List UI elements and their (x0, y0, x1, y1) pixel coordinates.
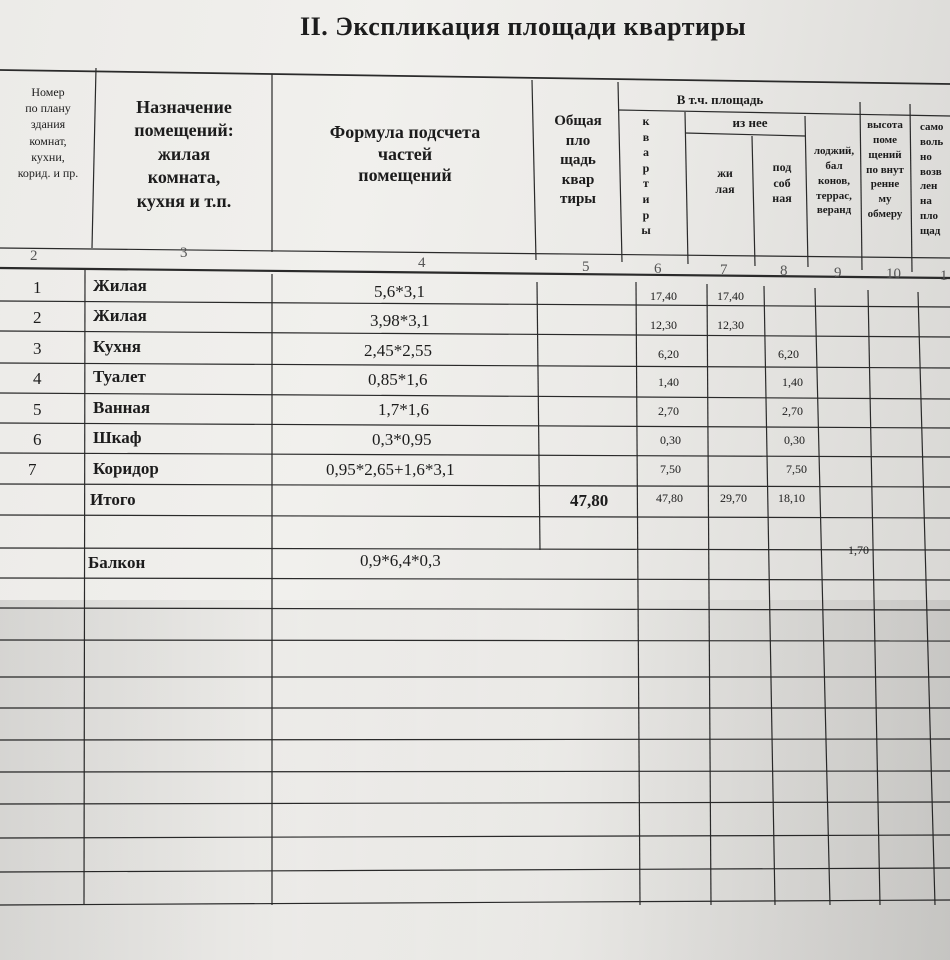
header-room-purpose: Назначение помещений: жилая комната, кухня и т.п. (134, 97, 234, 211)
col-number: 4 (418, 255, 426, 271)
room-name: Коридор (93, 459, 159, 478)
col-number: 3 (180, 245, 188, 261)
total-utility-value: 18,10 (778, 491, 805, 505)
room-formula: 3,98*3,1 (370, 311, 430, 330)
apartment-area-value: 12,30 (650, 318, 677, 332)
living-area-value: 17,40 (717, 289, 744, 303)
room-formula: 0,3*0,95 (372, 430, 432, 449)
apartment-area-value: 7,50 (660, 462, 681, 476)
total-area-value: 47,80 (570, 491, 609, 510)
total-label: Итого (90, 490, 136, 509)
room-name: Туалет (93, 367, 146, 386)
room-formula: 0,95*2,65+1,6*3,1 (326, 460, 455, 479)
apartment-area-value: 2,70 (658, 404, 679, 418)
col-number: 2 (30, 248, 38, 264)
balcony-label: Балкон (88, 553, 146, 572)
header-utility-area: под соб ная (772, 160, 792, 206)
utility-area-value: 2,70 (782, 404, 803, 418)
col-number: 1 (940, 268, 948, 284)
col-number: 7 (720, 262, 728, 278)
apartment-area-value: 0,30 (660, 433, 681, 447)
living-area-value: 12,30 (717, 318, 744, 332)
utility-area-value: 0,30 (784, 433, 805, 447)
header-loggias: лоджий, бал конов, террас, веранд (813, 145, 855, 217)
row-number: 5 (33, 400, 42, 419)
room-name: Кухня (93, 337, 141, 356)
header-incl-area: В т.ч. площадь (676, 92, 764, 107)
header-room-number: Номер по плану здания комнат, кухни, корид. и пр. (17, 85, 79, 180)
header-apartment-area: к в а р т и р ы (641, 114, 651, 238)
document-title: II. Экспликация площади квартиры (300, 12, 747, 41)
header-total-area: Общая пло щадь квар тиры (554, 113, 602, 207)
total-living-value: 29,70 (720, 491, 747, 505)
room-name: Ванная (93, 398, 151, 417)
row-number: 2 (33, 308, 42, 327)
room-name: Жилая (93, 306, 147, 325)
balcony-area-value: 1,70 (848, 543, 869, 557)
room-formula: 1,7*1,6 (378, 400, 429, 419)
total-apartment-value: 47,80 (656, 491, 683, 505)
col-number: 8 (780, 263, 788, 279)
header-unauthorized: само воль но возв лен на пло щад (920, 121, 944, 237)
room-formula: 0,85*1,6 (368, 370, 428, 389)
room-formula: 2,45*2,55 (364, 341, 432, 360)
col-number: 6 (654, 261, 662, 277)
col-number: 9 (834, 265, 842, 281)
header-formula: Формула подсчета частей помещений (329, 122, 481, 186)
room-name: Жилая (93, 276, 147, 295)
utility-area-value: 6,20 (778, 347, 799, 361)
col-number: 5 (582, 259, 590, 275)
row-number: 7 (28, 460, 37, 479)
room-formula: 5,6*3,1 (374, 282, 425, 301)
utility-area-value: 7,50 (786, 462, 807, 476)
header-of-which: из нее (732, 115, 768, 130)
room-name: Шкаф (93, 428, 142, 447)
row-number: 1 (33, 278, 42, 297)
header-living-area: жи лая (715, 166, 735, 196)
header-height: высота поме щений по внут ренне му обмеру (866, 119, 904, 221)
row-number: 4 (33, 369, 42, 388)
row-number: 3 (33, 339, 42, 358)
balcony-formula: 0,9*6,4*0,3 (360, 551, 441, 570)
col-number: 10 (886, 266, 901, 282)
apartment-area-value: 6,20 (658, 347, 679, 361)
apartment-area-value: 17,40 (650, 289, 677, 303)
utility-area-value: 1,40 (782, 375, 803, 389)
apartment-area-value: 1,40 (658, 375, 679, 389)
row-number: 6 (33, 430, 42, 449)
